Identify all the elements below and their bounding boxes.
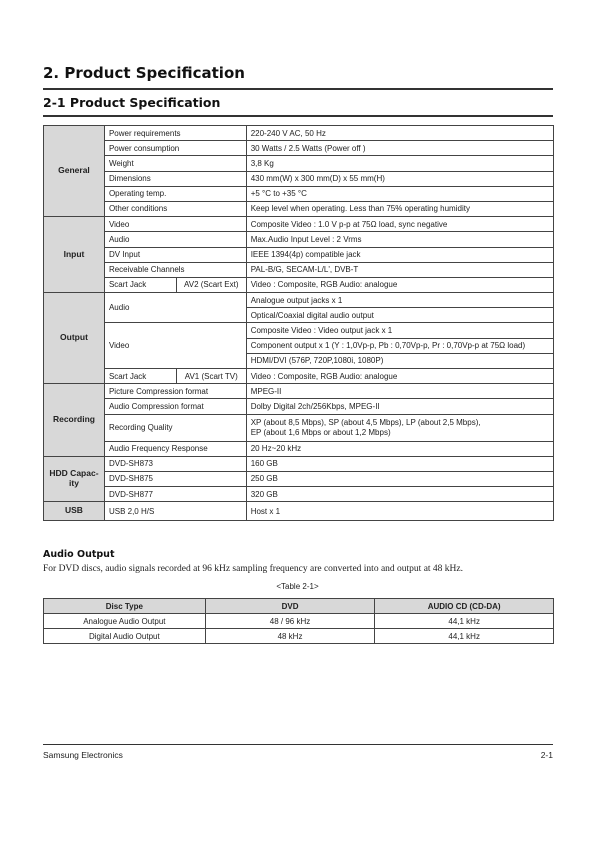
spec-value: IEEE 1394(4p) compatible jack xyxy=(246,247,553,262)
table-row xyxy=(44,399,554,414)
column-header: Disc Type xyxy=(44,599,206,614)
table-row xyxy=(44,277,554,292)
spec-value: Video : Composite, RGB Audio: analogue xyxy=(246,369,553,384)
spec-item: Audio Compression format xyxy=(104,399,246,414)
table-cell: 48 kHz xyxy=(205,629,375,644)
spec-value xyxy=(246,414,553,441)
table-row xyxy=(44,456,554,471)
spec-value: 220-240 V AC, 50 Hz xyxy=(246,126,553,141)
spec-item: Scart Jack xyxy=(104,277,176,292)
table-cell: Digital Audio Output xyxy=(44,629,206,644)
spec-value: 430 mm(W) x 300 mm(D) x 55 mm(H) xyxy=(246,171,553,186)
section-heading: 2-1 Product Specification xyxy=(43,95,553,117)
spec-item: Receivable Channels xyxy=(104,262,246,277)
table-row xyxy=(44,323,554,338)
spec-value: 20 Hz~20 kHz xyxy=(246,441,553,456)
table-row xyxy=(44,293,554,308)
table-row xyxy=(44,171,554,186)
category-usb: USB xyxy=(44,502,105,521)
spec-value: MPEG-II xyxy=(246,384,553,399)
spec-value-line: XP (about 8,5 Mbps), SP (about 4,5 Mbps), LP (about 2,5 Mbps), xyxy=(250,418,481,428)
audio-output-title: Audio Output xyxy=(43,549,115,560)
spec-value: Video : Composite, RGB Audio: analogue xyxy=(246,277,553,292)
spec-value: HDMI/DVI (576P, 720P,1080i, 1080P) xyxy=(246,353,553,368)
spec-item: Audio xyxy=(104,293,246,323)
table-cell: 48 / 96 kHz xyxy=(205,614,375,629)
category-label-line: ity xyxy=(69,478,79,489)
category-general: General xyxy=(44,126,105,217)
spec-item: Other conditions xyxy=(104,201,246,216)
table-row xyxy=(44,201,554,216)
spec-item: Audio Frequency Response xyxy=(104,441,246,456)
spec-value: Component output x 1 (Y : 1,0Vp-p, Pb : 0,70Vp-p, Pr : 0,70Vp-p at 75Ω load) xyxy=(246,338,553,353)
spec-value: Optical/Coaxial digital audio output xyxy=(246,308,553,323)
audio-output-description: For DVD discs, audio signals recorded at 96 kHz sampling frequency are converted into and output at 48 kHz. xyxy=(43,564,463,574)
table-row xyxy=(44,232,554,247)
table-row xyxy=(44,126,554,141)
table-row xyxy=(44,186,554,201)
spec-value: Max.Audio Input Level : 2 Vrms xyxy=(246,232,553,247)
spec-item: Video xyxy=(104,323,246,369)
table-row xyxy=(44,217,554,232)
spec-value: 320 GB xyxy=(246,487,553,502)
table-row xyxy=(44,441,554,456)
audio-output-table xyxy=(43,598,554,644)
spec-item: Weight xyxy=(104,156,246,171)
spec-value: 160 GB xyxy=(246,456,553,471)
category-input: Input xyxy=(44,217,105,293)
table-caption: <Table 2-1> xyxy=(276,582,319,591)
table-cell: Analogue Audio Output xyxy=(44,614,206,629)
footer-divider xyxy=(43,744,553,745)
spec-subitem: AV2 (Scart Ext) xyxy=(176,277,246,292)
table-row xyxy=(44,414,554,441)
spec-item: Picture Compression format xyxy=(104,384,246,399)
spec-item: Video xyxy=(104,217,246,232)
column-header: AUDIO CD (CD-DA) xyxy=(375,599,554,614)
table-row xyxy=(44,614,554,629)
spec-item: Power consumption xyxy=(104,141,246,156)
spec-item: Scart Jack xyxy=(104,369,176,384)
table-row xyxy=(44,629,554,644)
spec-item: DV Input xyxy=(104,247,246,262)
spec-item: Audio xyxy=(104,232,246,247)
table-cell: 44,1 kHz xyxy=(375,629,554,644)
table-row xyxy=(44,487,554,502)
spec-value: Dolby Digital 2ch/256Kbps, MPEG-II xyxy=(246,399,553,414)
category-output: Output xyxy=(44,293,105,384)
spec-value: 250 GB xyxy=(246,471,553,486)
category-recording: Recording xyxy=(44,384,105,457)
category-label-line: HDD Capac- xyxy=(49,468,99,479)
spec-value: 30 Watts / 2.5 Watts (Power off ) xyxy=(246,141,553,156)
table-row xyxy=(44,247,554,262)
table-row xyxy=(44,141,554,156)
spec-value-line: EP (about 1,6 Mbps or about 1,2 Mbps) xyxy=(250,427,391,437)
spec-item: Operating temp. xyxy=(104,186,246,201)
spec-value: 3,8 Kg xyxy=(246,156,553,171)
spec-item: USB 2,0 H/S xyxy=(104,502,246,521)
spec-item: DVD-SH875 xyxy=(104,471,246,486)
category-hdd xyxy=(44,456,105,502)
spec-item: DVD-SH877 xyxy=(104,487,246,502)
spec-value: Keep level when operating. Less than 75% operating humidity xyxy=(246,201,553,216)
spec-value: Composite Video : 1.0 V p-p at 75Ω load, sync negative xyxy=(246,217,553,232)
table-row xyxy=(44,369,554,384)
spec-item: DVD-SH873 xyxy=(104,456,246,471)
table-row xyxy=(44,156,554,171)
spec-item: Power requirements xyxy=(104,126,246,141)
spec-value: Composite Video : Video output jack x 1 xyxy=(246,323,553,338)
spec-value: Host x 1 xyxy=(246,502,553,521)
spec-value: PAL-B/G, SECAM-L/L', DVB-T xyxy=(246,262,553,277)
table-row xyxy=(44,384,554,399)
spec-value: Analogue output jacks x 1 xyxy=(246,293,553,308)
table-row xyxy=(44,262,554,277)
page-number: 2-1 xyxy=(540,750,553,760)
spec-table xyxy=(43,125,554,521)
page-heading: 2. Product Specification xyxy=(43,64,553,90)
spec-item: Dimensions xyxy=(104,171,246,186)
table-cell: 44,1 kHz xyxy=(375,614,554,629)
table-row xyxy=(44,471,554,486)
footer-company: Samsung Electronics xyxy=(43,750,123,760)
spec-subitem: AV1 (Scart TV) xyxy=(176,369,246,384)
spec-item: Recording Quality xyxy=(104,414,246,441)
spec-value: +5 °C to +35 °C xyxy=(246,186,553,201)
table-header-row xyxy=(44,599,554,614)
table-row xyxy=(44,502,554,521)
column-header: DVD xyxy=(205,599,375,614)
